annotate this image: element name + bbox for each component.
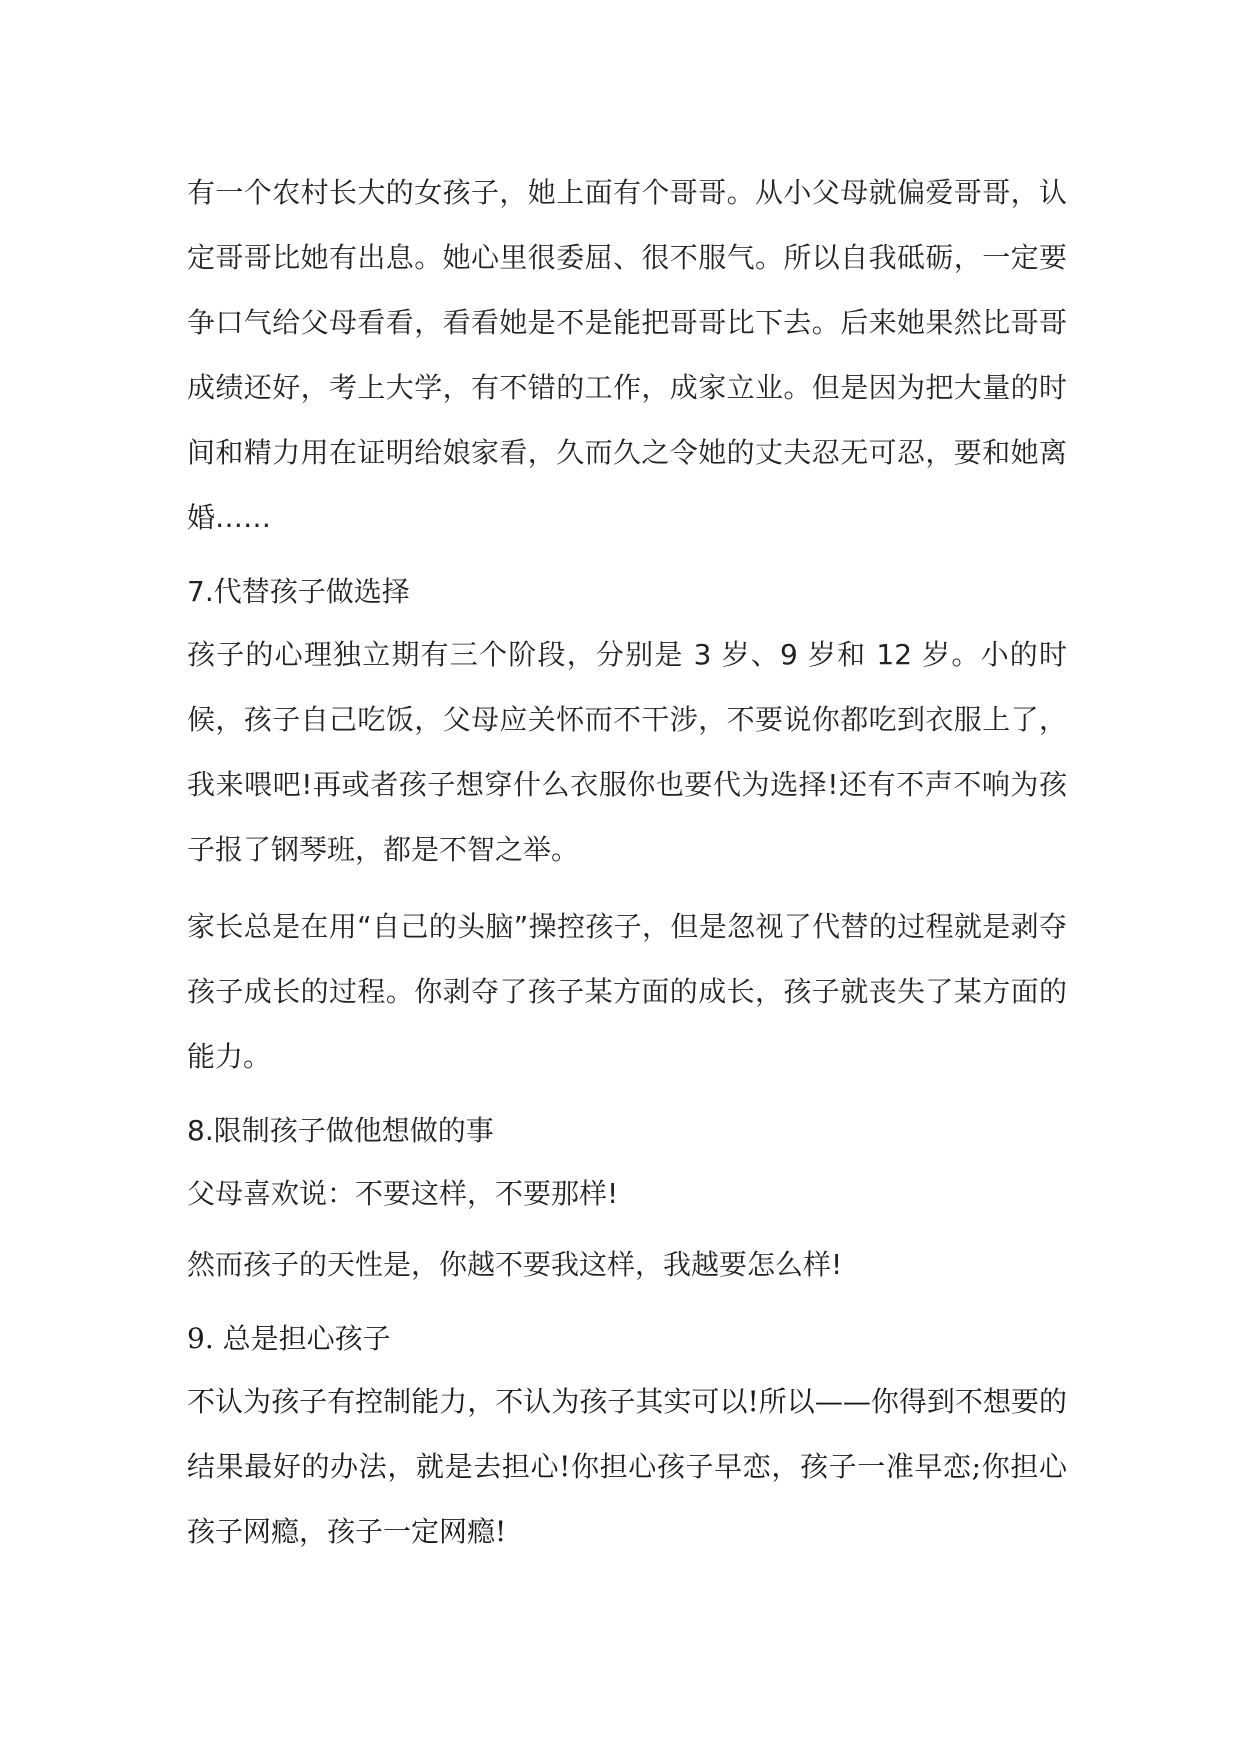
section-heading-8: 8.限制孩子做他想做的事 [187, 1114, 494, 1147]
paragraph-parents-say: 父母喜欢说：不要这样，不要那样! [187, 1177, 619, 1210]
paragraph-child-nature: 然而孩子的天性是，你越不要我这样，我越要怎么样! [187, 1248, 843, 1281]
paragraph-independence-stages: 孩子的心理独立期有三个阶段，分别是 3 岁、9 岁和 12 岁。小的时候，孩子自己吃饭，父母应关怀而不干涉，不要说你都吃到衣服上了，我来喂吧!再或者孩子想穿什么衣服你也要代为选择!还有不声不响为孩子报了钢琴班，都是不智之举。 [187, 638, 1067, 866]
document-page [187, 160, 1067, 1564]
paragraph-worry: 不认为孩子有控制能力，不认为孩子其实可以!所以——你得到不想要的结果最好的办法，就是去担心!你担心孩子早恋，孩子一准早恋;你担心孩子网瘾，孩子一定网瘾! [187, 1385, 1067, 1548]
section-heading-7: 7.代替孩子做选择 [187, 575, 410, 608]
paragraph-story: 有一个农村长大的女孩子，她上面有个哥哥。从小父母就偏爱哥哥，认定哥哥比她有出息。她心里很委屈、很不服气。所以自我砥砺，一定要争口气给父母看看，看看她是不是能把哥哥比下去。后来她果然比哥哥成绩还好，考上大学，有不错的工作，成家立业。但是因为把大量的时间和精力用在证明给娘家看，久而久之令她的丈夫忍无可忍，要和她离婚…… [187, 176, 1067, 534]
paragraph-control: 家长总是在用“自己的头脑”操控孩子，但是忽视了代替的过程就是剥夺孩子成长的过程。你剥夺了孩子某方面的成长，孩子就丧失了某方面的能力。 [187, 910, 1067, 1073]
section-heading-9: 9. 总是担心孩子 [187, 1322, 391, 1355]
